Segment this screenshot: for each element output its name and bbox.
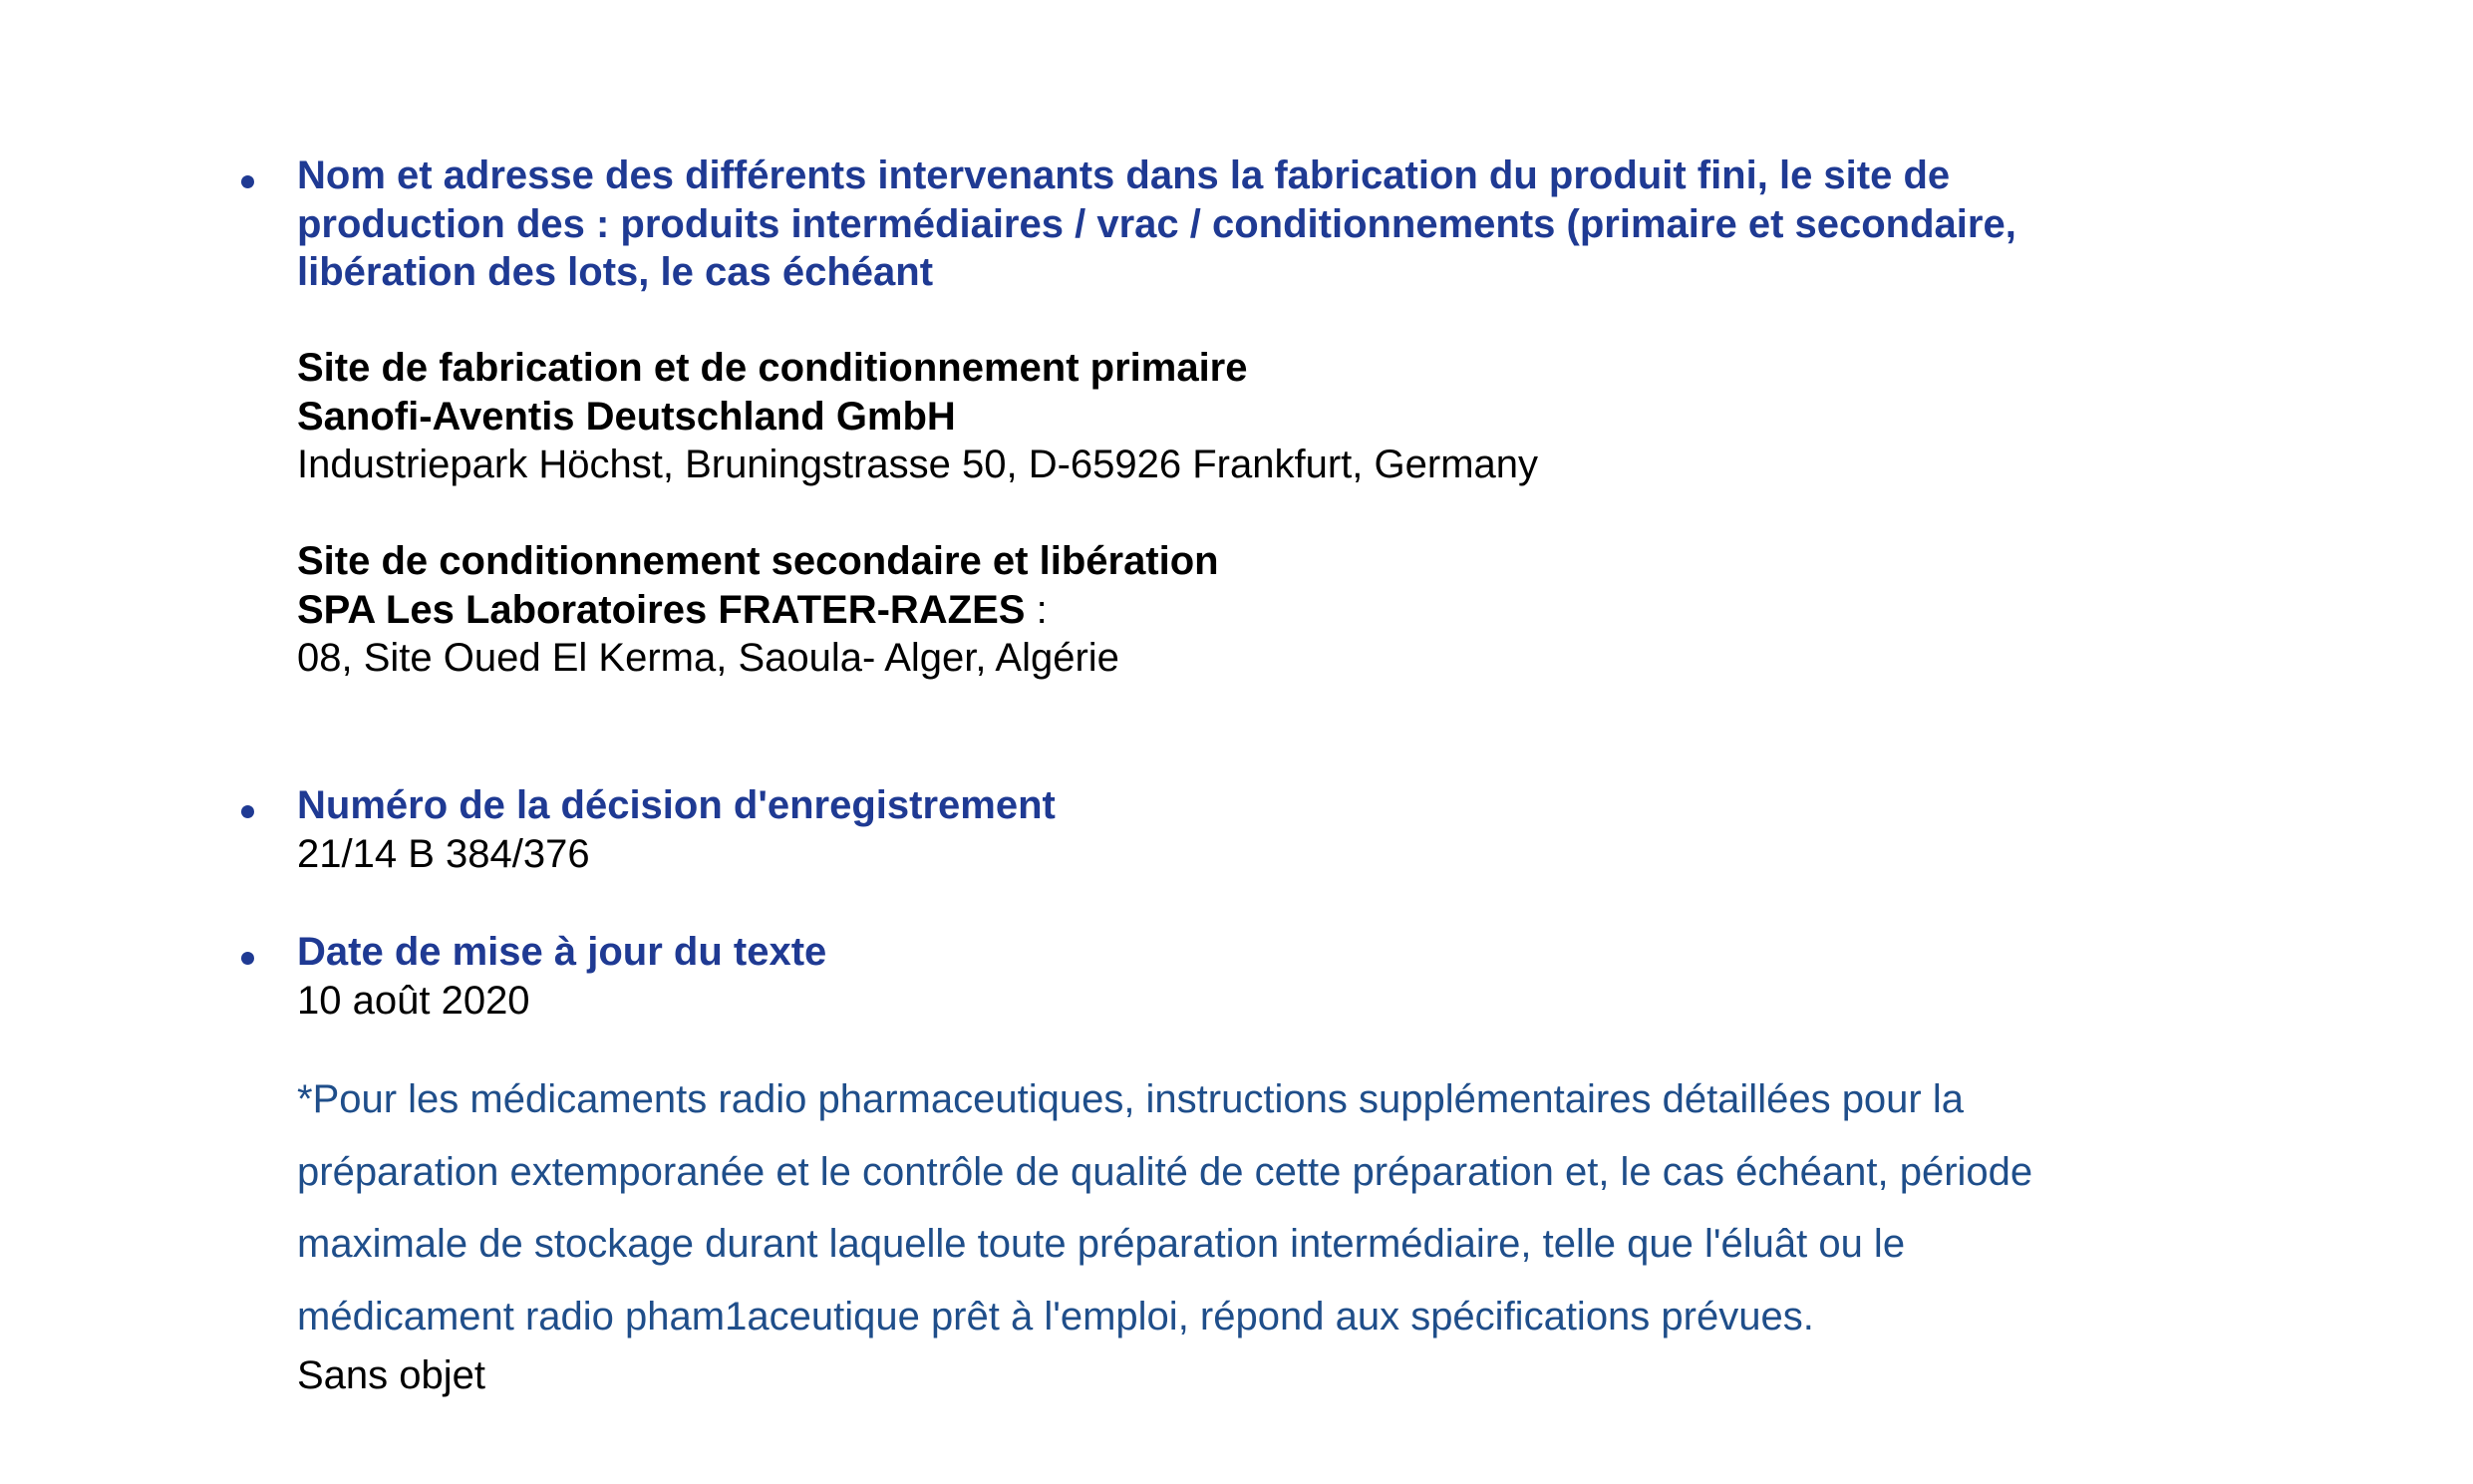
manufacturing-site-address: Industriepark Höchst, Bruningstrasse 50, D-65926 Frankfurt, Germany <box>297 443 1538 486</box>
manufacturers-heading-line-3: libération des lots, le cas échéant <box>297 250 934 294</box>
update-date-section <box>297 928 2191 1025</box>
update-date-value: 10 août 2020 <box>297 978 530 1023</box>
packaging-site-company: SPA Les Laboratoires FRATER-RAZES <box>297 587 1026 632</box>
update-date-heading: Date de mise à jour du texte <box>297 930 827 974</box>
packaging-site-company-line <box>297 586 2191 635</box>
note-line-3: maximale de stockage durant laquelle toute préparation intermédiaire, telle que l'éluât ou le <box>297 1222 1906 1266</box>
manufacturers-heading-line-2: production des : produits intermédiaires / vrac / conditionnements (primaire et secondaire, <box>297 201 2016 246</box>
bullet-marker <box>241 175 254 188</box>
bullet-marker <box>241 805 254 818</box>
manufacturers-heading-line-1: Nom et adresse des différents intervenants dans la fabrication du produit fini, le site de <box>297 153 1951 197</box>
manufacturing-site-title: Site de fabrication et de conditionnement primaire <box>297 346 1248 390</box>
note-answer: Sans objet <box>297 1353 486 1397</box>
packaging-site-address: 08, Site Oued El Kerma, Saoula- Alger, Algérie <box>297 636 1119 680</box>
manufacturing-site-company: Sanofi-Aventis Deutschland GmbH <box>297 394 956 439</box>
note-line-2: préparation extemporanée et le contrôle de qualité de cette préparation et, le cas échéant, période <box>297 1149 2033 1194</box>
registration-section <box>297 781 2191 878</box>
radiopharmaceutical-note <box>297 1063 2191 1398</box>
packaging-site-title: Site de conditionnement secondaire et libération <box>297 539 1219 583</box>
manufacturing-site-block <box>297 344 2191 489</box>
packaging-site-block <box>297 537 2191 683</box>
bullet-marker <box>241 952 254 965</box>
manufacturers-section <box>297 151 2191 297</box>
registration-number: 21/14 B 384/376 <box>297 831 590 876</box>
note-line-1: *Pour les médicaments radio pharmaceutiques, instructions supplémentaires détaillées pour la <box>297 1077 1964 1121</box>
packaging-site-company-suffix: : <box>1025 587 1048 632</box>
registration-heading: Numéro de la décision d'enregistrement <box>297 783 1056 827</box>
note-line-4: médicament radio pham1aceutique prêt à l'emploi, répond aux spécifications prévues. <box>297 1294 1814 1338</box>
